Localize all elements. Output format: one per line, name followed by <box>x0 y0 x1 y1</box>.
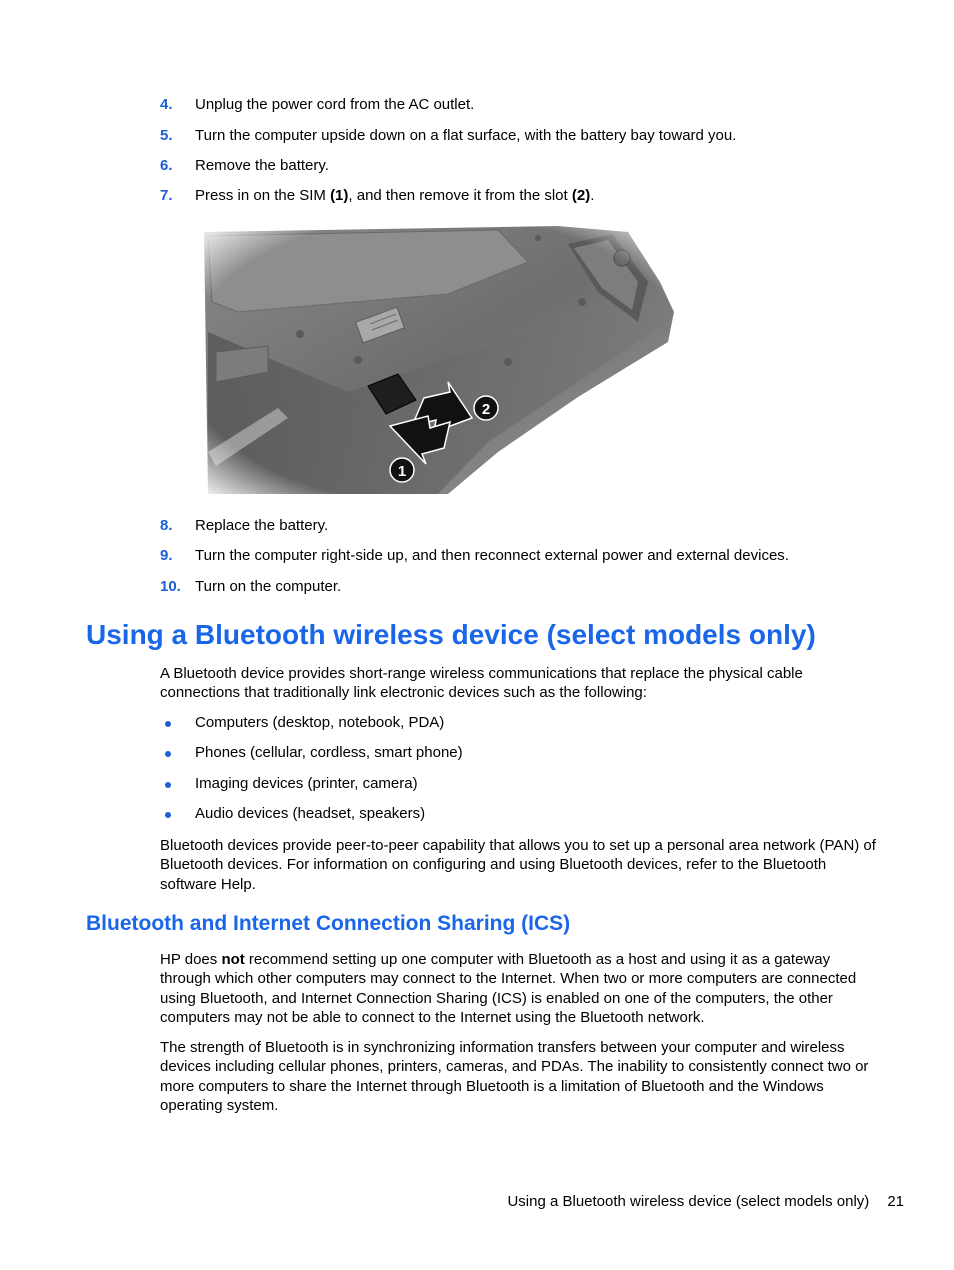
step-number: 10. <box>160 578 181 595</box>
list-item-text: Computers (desktop, notebook, PDA) <box>195 714 445 731</box>
step-text-part: . <box>590 187 595 204</box>
emphasis-text: not <box>221 951 245 968</box>
list-item-text: Audio devices (headset, speakers) <box>195 805 426 822</box>
step-text: Turn on the computer. <box>195 578 342 595</box>
page-number: 21 <box>887 1193 904 1210</box>
list-item <box>0 774 954 794</box>
step-callout-ref: (2) <box>571 187 591 204</box>
subsection-paragraph-2: The strength of Bluetooth is in synchronizing information transfers between your computer and wireless devices including cellular phones, printers, cameras, and PDAs. The inability to consistently connect two or more computers to share the Internet through Bluetooth is a limitation of Bluetooth and the Windows operating system. <box>160 1039 869 1114</box>
step-text-part: , and then remove it from the slot <box>348 187 572 204</box>
step-8 <box>0 516 954 536</box>
bullet-icon <box>165 812 171 818</box>
step-text: Remove the battery. <box>195 157 329 174</box>
list-item <box>0 804 954 824</box>
list-item-text: Imaging devices (printer, camera) <box>195 775 418 792</box>
subsection-heading: Bluetooth and Internet Connection Sharing (ICS) <box>86 912 571 935</box>
step-10 <box>0 577 954 597</box>
list-item <box>0 713 954 733</box>
step-text: Turn the computer upside down on a flat surface, with the battery bay toward you. <box>195 127 737 144</box>
step-6 <box>0 156 954 176</box>
step-number: 4. <box>160 96 173 113</box>
step-number: 8. <box>160 517 173 534</box>
bullet-icon <box>165 751 171 757</box>
list-item <box>0 743 954 763</box>
step-text-part: Press in on the SIM <box>195 187 331 204</box>
section-paragraph: Bluetooth devices provide peer-to-peer capability that allows you to set up a personal area network (PAN) of Bluetooth devices. For information on configuring and using Bluetooth devices, refer to the Bluetooth software Help. <box>160 837 876 893</box>
step-4 <box>0 95 954 115</box>
step-number: 9. <box>160 547 173 564</box>
step-number: 6. <box>160 157 173 174</box>
page-footer <box>507 1192 904 1212</box>
step-callout-ref: (1) <box>330 187 349 204</box>
footer-title: Using a Bluetooth wireless device (select models only) <box>507 1193 870 1210</box>
step-text <box>195 186 594 206</box>
step-7 <box>0 186 954 206</box>
section-intro: A Bluetooth device provides short-range wireless communications that replace the physical cable connections that traditionally link electronic devices such as the following: <box>160 665 803 702</box>
step-5 <box>0 126 954 146</box>
sim-removal-illustration <box>198 222 676 498</box>
step-text: Turn the computer right-side up, and then reconnect external power and external devices. <box>195 547 789 564</box>
list-item-text: Phones (cellular, cordless, smart phone) <box>195 744 463 761</box>
bullet-icon <box>165 782 171 788</box>
step-text: Unplug the power cord from the AC outlet. <box>195 96 475 113</box>
step-number: 5. <box>160 127 173 144</box>
paragraph-text: recommend setting up one computer with Bluetooth as a host and using it as a gateway through which other computers may connect to the Internet. When two or more computers are connected using Bluetooth, and Internet Connection Sharing (ICS) is enabled on one of the computers, the other computers may not be able to connect to the Internet using the Bluetooth network. <box>160 951 857 1026</box>
bullet-icon <box>165 721 171 727</box>
step-9 <box>0 546 954 566</box>
section-heading: Using a Bluetooth wireless device (select models only) <box>86 619 816 650</box>
subsection-paragraph-1 <box>160 950 884 1027</box>
step-text: Replace the battery. <box>195 517 329 534</box>
step-number: 7. <box>160 187 173 204</box>
paragraph-text: HP does <box>160 951 222 968</box>
laptop-underside-image <box>198 222 676 498</box>
